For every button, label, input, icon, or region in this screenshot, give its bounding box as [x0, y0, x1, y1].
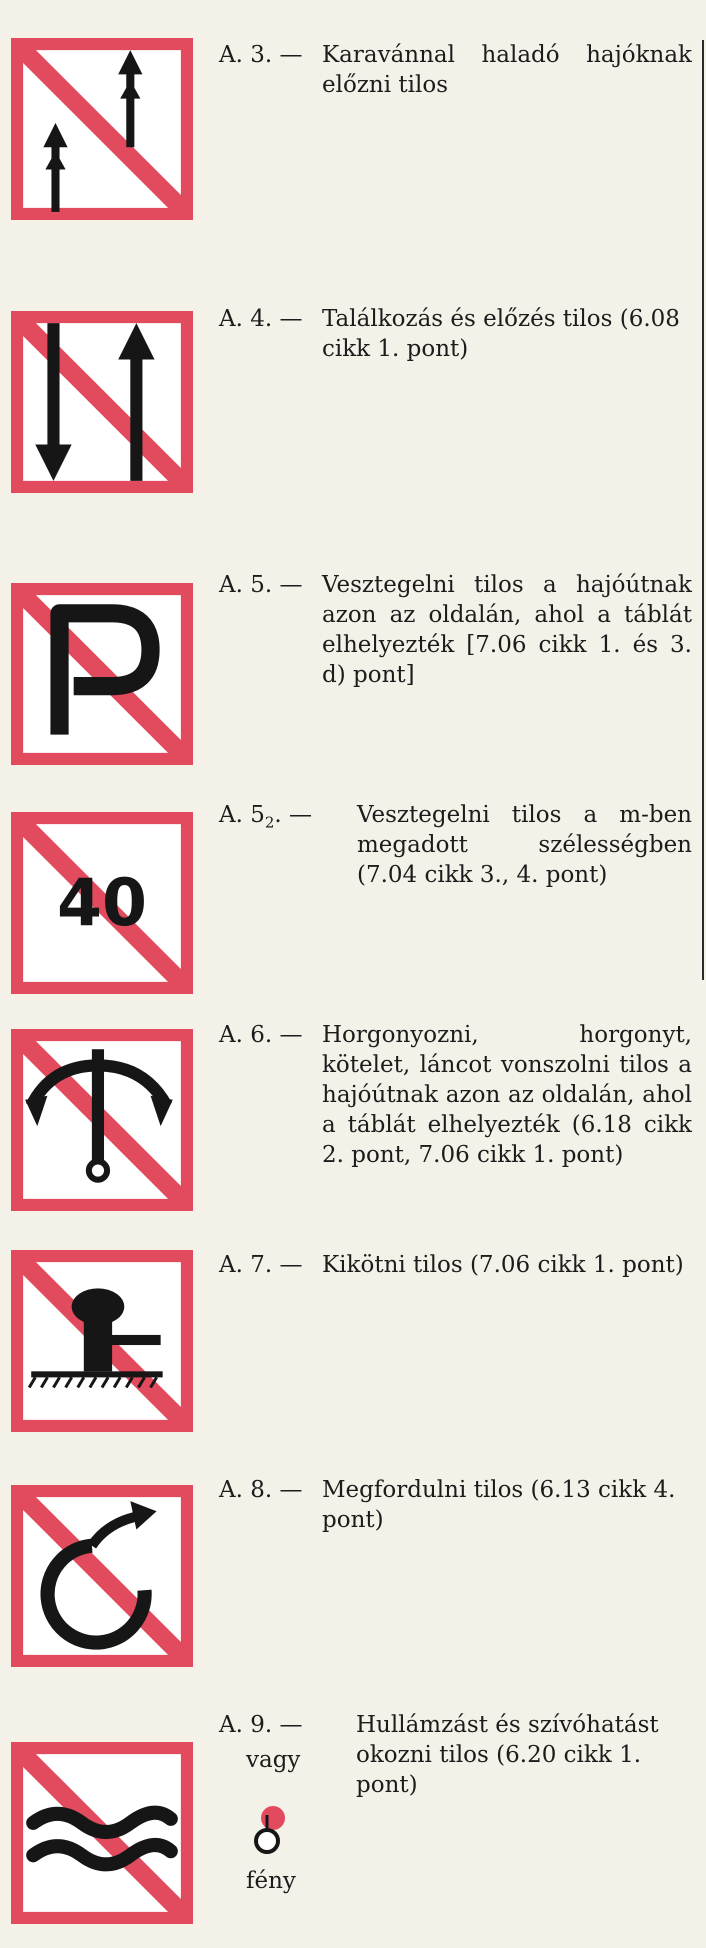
- sign-a8: [11, 1485, 193, 1667]
- sign-a4-text: Találkozás és előzés tilos (6.08 cikk 1. pont): [322, 306, 680, 362]
- sign-a9-alt-label: vagy: [246, 1747, 301, 1773]
- sign-a9-text: Hullámzást és szívóhatást okozni tilos (6.20 cikk 1. pont): [356, 1712, 659, 1798]
- signal-light-icon: [247, 1805, 287, 1857]
- sign-a3-text: Karavánnal haladó hajóknak előzni tilos: [322, 42, 692, 98]
- sign-a8-code: A. 8. —: [219, 1477, 303, 1503]
- sign-a6-code: A. 6. —: [219, 1022, 303, 1048]
- no-mooring-bollard-icon: [11, 1250, 193, 1432]
- margin-rule: [702, 40, 704, 980]
- sign-a9: [11, 1742, 193, 1924]
- sign-a5-2-text: Vesztegelni tilos a m-ben megadott szélességben (7.04 cikk 3., 4. pont): [357, 802, 692, 888]
- sign-a7-text: Kikötni tilos (7.06 cikk 1. pont): [322, 1252, 684, 1278]
- no-overtaking-convoy-icon: [11, 38, 193, 220]
- no-anchoring-icon: [11, 1029, 193, 1211]
- sign-a5-text: Vesztegelni tilos a hajóútnak azon az oldalán, ahol a táblát elhelyezték [7.06 cikk 1. és 3. d) pont]: [322, 572, 692, 688]
- sign-a5-2-number: 40: [56, 866, 148, 942]
- sign-a7-code: A. 7. —: [219, 1252, 303, 1278]
- sign-a3-code: A. 3. —: [219, 42, 303, 68]
- sign-a4-code: A. 4. —: [219, 306, 303, 332]
- sign-a5-2-code-main: A. 5: [219, 802, 265, 828]
- no-mooring-width-40-icon: [11, 812, 193, 994]
- sign-a9-code: A. 9. —: [219, 1712, 303, 1738]
- no-passing-or-overtaking-icon: [11, 311, 193, 493]
- sign-a9-light-label: fény: [246, 1868, 296, 1894]
- sign-a5-code: A. 5. —: [219, 572, 303, 598]
- no-turning-icon: [11, 1485, 193, 1667]
- sign-a4: [11, 311, 193, 493]
- sign-a5-2-code-sub: 2: [264, 813, 275, 832]
- sign-a7: [11, 1250, 193, 1432]
- no-parking-p-icon: [11, 583, 193, 765]
- sign-a3: [11, 38, 193, 220]
- sign-a6-text: Horgonyozni, horgonyt, kötelet, láncot vonszolni tilos a hajóútnak azon az oldalán, ahol a táblát elhelyezték (6.18 cikk 2. pont, 7.06 cikk 1. pont): [322, 1022, 692, 1168]
- sign-a5-2-code-tail: . —: [274, 802, 313, 828]
- sign-a8-text: Megfordulni tilos (6.13 cikk 4. pont): [322, 1477, 676, 1533]
- sign-a6: [11, 1029, 193, 1211]
- sign-a5-2-code: [219, 800, 312, 838]
- no-wash-waves-icon: [11, 1742, 193, 1924]
- sign-a5: [11, 583, 193, 765]
- sign-a5-2: [11, 812, 193, 994]
